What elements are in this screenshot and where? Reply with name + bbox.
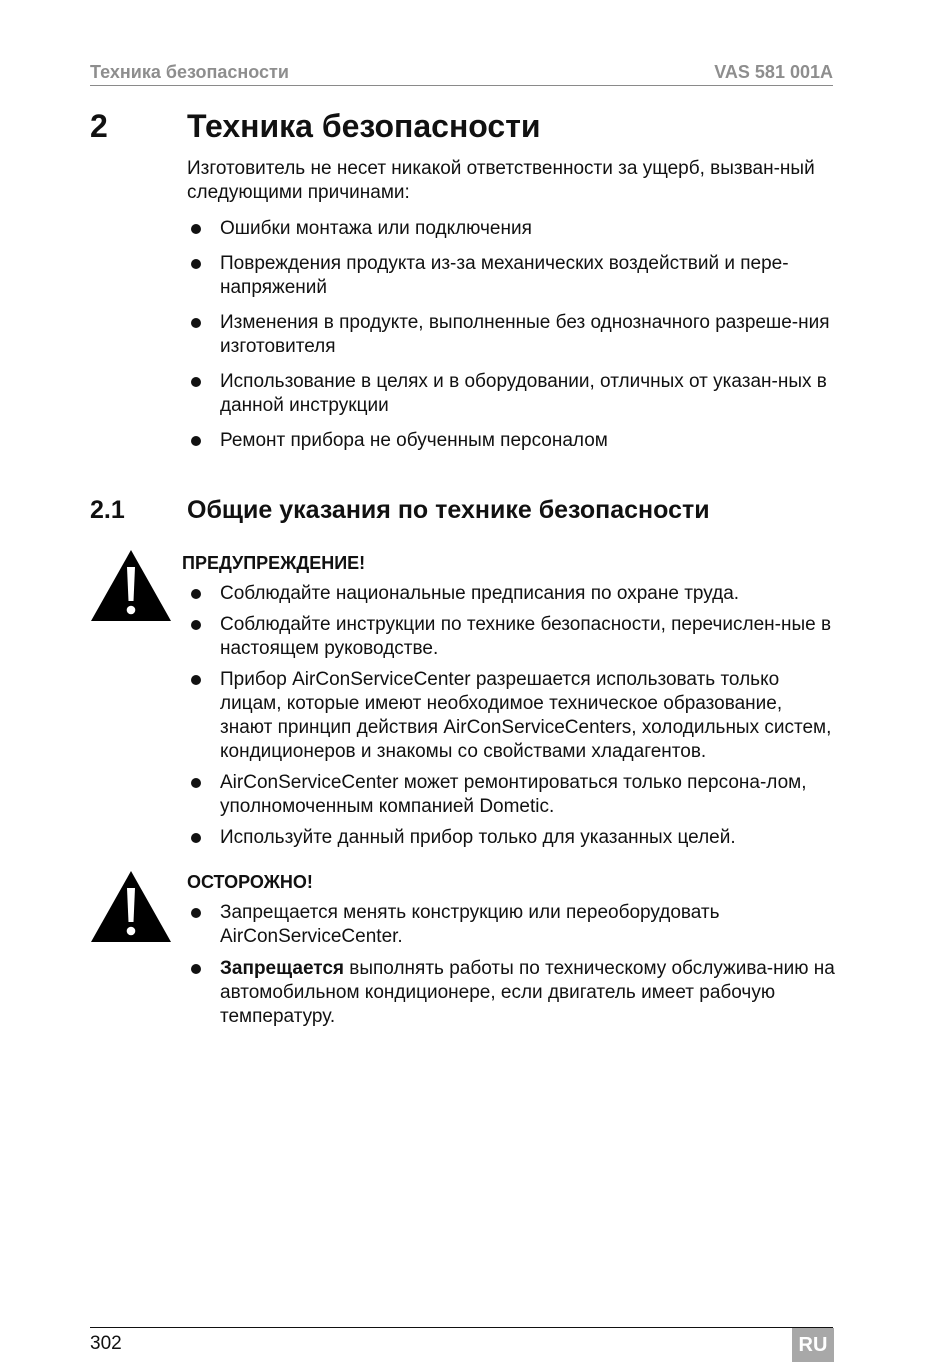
bullet-icon — [191, 675, 201, 685]
warning-triangle-icon — [90, 549, 172, 622]
bullet-icon — [191, 778, 201, 788]
list-item-text: Соблюдайте национальные предписания по охране труда. — [220, 583, 740, 604]
chapter-number: 2 — [90, 108, 108, 144]
emphasis-text: Запрещается — [220, 958, 344, 979]
list-item — [187, 826, 837, 850]
running-header — [90, 60, 833, 86]
list-item-text: выполнять работы по техническому обслужива-нию на автомобильном кондиционере, если двигатель имеет рабочую температуру. — [220, 958, 835, 1027]
list-item — [187, 582, 837, 606]
language-badge: RU — [792, 1328, 834, 1362]
list-item — [187, 370, 837, 418]
bullet-icon — [191, 908, 201, 918]
list-item — [187, 771, 837, 819]
list-item-text: Ошибки монтажа или подключения — [220, 218, 532, 239]
page-number: 302 — [90, 1333, 122, 1354]
list-item — [187, 901, 837, 949]
list-item-text: Используйте данный прибор только для указанных целей. — [220, 827, 736, 848]
list-item — [187, 613, 837, 661]
warning-title: ПРЕДУПРЕЖДЕНИЕ! — [182, 553, 366, 573]
bullet-icon — [191, 833, 201, 843]
list-item-text: AirConServiceCenter может ремонтироваться только персона-лом, уполномоченным компанией Dometic. — [220, 772, 807, 817]
list-item-text: Повреждения продукта из-за механических воздействий и пере-напряжений — [220, 253, 789, 298]
bullet-icon — [191, 620, 201, 630]
list-item — [187, 957, 837, 1029]
bullet-icon — [191, 964, 201, 974]
liability-list — [187, 217, 837, 464]
header-model-number: VAS 581 001A — [714, 62, 833, 82]
list-item-text: Соблюдайте инструкции по технике безопасности, перечислен-ные в настоящем руководстве. — [220, 614, 832, 659]
list-item-text: Ремонт прибора не обученным персоналом — [220, 430, 608, 451]
section-number: 2.1 — [90, 496, 125, 524]
list-item — [187, 217, 837, 241]
list-item-text: Прибор AirConServiceCenter разрешается использовать только лицам, которые имеют необходимое техническое образование, знают принцип действия AirConServiceCenters, холодильных систем, кондиционеров и знакомы со свойствами хладагентов. — [220, 669, 832, 762]
bullet-icon — [191, 259, 201, 269]
caution-list — [187, 901, 837, 1037]
caution-title: ОСТОРОЖНО! — [187, 872, 313, 892]
section-title: Общие указания по технике безопасности — [187, 496, 710, 524]
list-item — [187, 668, 837, 764]
warning-list — [187, 582, 837, 857]
bullet-icon — [191, 436, 201, 446]
caution-triangle-icon — [90, 870, 172, 943]
list-item — [187, 252, 837, 300]
header-section-title: Техника безопасности — [90, 62, 289, 82]
bullet-icon — [191, 377, 201, 387]
list-item-text: Изменения в продукте, выполненные без однозначного разреше-ния изготовителя — [220, 312, 830, 357]
list-item — [187, 429, 837, 453]
bullet-icon — [191, 589, 201, 599]
list-item-text: Запрещается менять конструкцию или переоборудовать AirConServiceCenter. — [220, 902, 720, 947]
bullet-icon — [191, 318, 201, 328]
bullet-icon — [191, 224, 201, 234]
list-item — [187, 311, 837, 359]
list-item-text: Использование в целях и в оборудовании, отличных от указан-ных в данной инструкции — [220, 371, 827, 416]
footer-divider — [90, 1327, 833, 1328]
chapter-title: Техника безопасности — [187, 108, 541, 144]
chapter-intro: Изготовитель не несет никакой ответственности за ущерб, вызван-ный следующими причинами: — [187, 158, 815, 203]
